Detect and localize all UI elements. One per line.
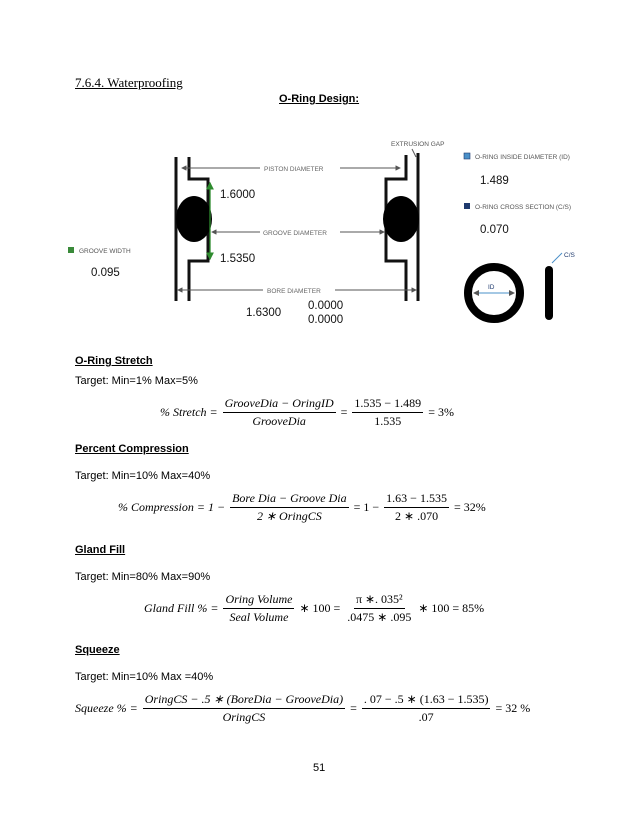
page-number: 51 bbox=[313, 762, 326, 774]
compression-frac1-num: Bore Dia − Groove Dia bbox=[230, 491, 349, 508]
gland-frac2-num: π ∗. 035² bbox=[354, 592, 405, 609]
squeeze-equation bbox=[75, 692, 530, 725]
gland-target: Target: Min=80% Max=90% bbox=[75, 571, 211, 583]
cs-tag: C/S bbox=[564, 252, 575, 259]
gland-result: ∗ 100 = 85% bbox=[418, 601, 485, 615]
oring-cs-label: O-RING CROSS SECTION (C/S) bbox=[475, 204, 572, 211]
oring-cs-value: 0.070 bbox=[480, 224, 509, 236]
gland-frac2-den: .0475 ∗ .095 bbox=[347, 610, 412, 624]
groove-diameter-label: GROOVE DIAMETER bbox=[263, 230, 327, 237]
left-oring-section bbox=[176, 196, 212, 242]
piston-diameter-label: PISTON DIAMETER bbox=[264, 166, 324, 173]
oring-diagram bbox=[64, 133, 594, 326]
piston-diameter-value: 1.6000 bbox=[220, 189, 256, 201]
bore-diameter-label: BORE DIAMETER bbox=[267, 288, 321, 295]
compression-frac2-num: 1.63 − 1.535 bbox=[384, 491, 449, 508]
id-tag: ID bbox=[488, 284, 495, 291]
compression-fraction-numeric bbox=[384, 491, 449, 524]
compression-fraction-symbolic bbox=[230, 491, 349, 524]
stretch-fraction-symbolic bbox=[223, 396, 336, 429]
oring-id-label: O-RING INSIDE DIAMETER (ID) bbox=[475, 154, 570, 161]
gland-lhs: Gland Fill % = bbox=[144, 601, 219, 615]
stretch-result: = 3% bbox=[428, 405, 454, 419]
groove-diameter-value: 1.5350 bbox=[220, 253, 256, 265]
compression-result: = 32% bbox=[453, 500, 486, 514]
groove-width-label: GROOVE WIDTH bbox=[79, 248, 131, 255]
squeeze-frac1-num: OringCS − .5 ∗ (BoreDia − GrooveDia) bbox=[143, 692, 345, 709]
gland-heading: Gland Fill bbox=[75, 544, 126, 556]
gland-equation bbox=[144, 592, 484, 625]
compression-frac2-den: 2 ∗ .070 bbox=[395, 509, 439, 523]
groove-width-value: 0.095 bbox=[91, 267, 120, 279]
stretch-frac1-den: GrooveDia bbox=[252, 414, 306, 428]
gland-frac1-den: Seal Volume bbox=[229, 610, 289, 624]
squeeze-fraction-symbolic bbox=[143, 692, 345, 725]
right-oring-section bbox=[383, 196, 419, 242]
squeeze-lhs: Squeeze % = bbox=[75, 701, 138, 715]
stretch-heading: O-Ring Stretch bbox=[75, 355, 153, 367]
stretch-lhs: % Stretch = bbox=[160, 405, 218, 419]
stretch-target: Target: Min=1% Max=5% bbox=[75, 375, 198, 387]
bore-diameter-value: 1.6300 bbox=[246, 307, 282, 319]
compression-equation bbox=[118, 491, 486, 524]
gland-fraction-numeric bbox=[345, 592, 413, 625]
stretch-frac1-num: GrooveDia − OringID bbox=[223, 396, 336, 413]
stretch-frac2-num: 1.535 − 1.489 bbox=[352, 396, 423, 413]
extrusion-gap-label: EXTRUSION GAP bbox=[391, 141, 445, 148]
squeeze-eq1: = bbox=[350, 701, 357, 715]
squeeze-frac1-den: OringCS bbox=[222, 710, 266, 724]
oring-cs-marker-icon bbox=[464, 203, 470, 209]
groove-width-marker-icon bbox=[68, 247, 74, 253]
squeeze-frac2-den: .07 bbox=[418, 710, 434, 724]
squeeze-target: Target: Min=10% Max =40% bbox=[75, 671, 214, 683]
stretch-equation bbox=[160, 396, 454, 429]
oring-id-marker-icon bbox=[464, 153, 470, 159]
compression-heading: Percent Compression bbox=[75, 443, 189, 455]
stretch-eq1: = bbox=[340, 405, 348, 419]
oring-side-icon bbox=[545, 266, 553, 320]
section-title: 7.6.4. Waterproofing bbox=[75, 75, 183, 90]
oring-id-value: 1.489 bbox=[480, 175, 509, 187]
gland-mid: ∗ 100 = bbox=[299, 601, 341, 615]
compression-eq1: = 1 − bbox=[353, 500, 380, 514]
squeeze-fraction-numeric bbox=[362, 692, 491, 725]
compression-frac1-den: 2 ∗ OringCS bbox=[256, 509, 322, 523]
gap-value-2: 0.0000 bbox=[308, 314, 344, 326]
oring-design-figure bbox=[64, 133, 594, 326]
squeeze-result: = 32 % bbox=[495, 701, 531, 715]
compression-target: Target: Min=10% Max=40% bbox=[75, 470, 211, 482]
squeeze-frac2-num: . 07 − .5 ∗ (1.63 − 1.535) bbox=[362, 692, 491, 709]
compression-lhs: % Compression = 1 − bbox=[118, 500, 226, 514]
figure-subtitle: O-Ring Design: bbox=[279, 93, 360, 105]
gland-frac1-num: Oring Volume bbox=[223, 592, 294, 609]
stretch-fraction-numeric bbox=[352, 396, 423, 429]
gland-fraction-symbolic bbox=[223, 592, 294, 625]
gap-value-1: 0.0000 bbox=[308, 300, 344, 312]
stretch-frac2-den: 1.535 bbox=[374, 414, 402, 428]
squeeze-heading: Squeeze bbox=[75, 644, 120, 656]
